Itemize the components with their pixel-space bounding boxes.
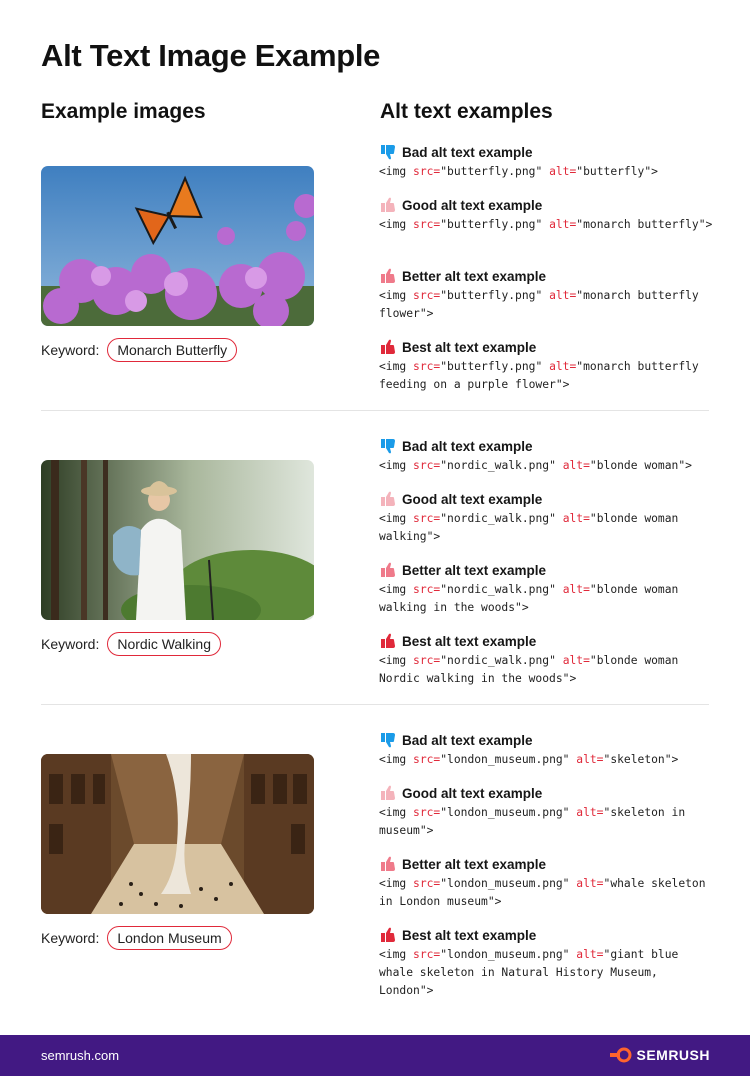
example-label: Bad alt text example [402, 732, 533, 748]
code-snippet: <img src="london_museum.png" alt="skeleton"> [379, 753, 679, 766]
example-label: Better alt text example [402, 268, 547, 284]
good-example [379, 490, 719, 546]
section-divider [41, 410, 709, 411]
page-title: Alt Text Image Example [41, 38, 381, 73]
code-snippet: <img src="nordic_walk.png" alt="blonde woman walking"> [379, 512, 686, 543]
example-section-butterfly [0, 141, 750, 435]
example-label: Best alt text example [402, 339, 537, 355]
code-snippet: <img src="london_museum.png" alt="giant blue whale skeleton in Natural History Museum, London"> [379, 948, 686, 997]
example-label: Good alt text example [402, 491, 543, 507]
example-label: Good alt text example [402, 785, 543, 801]
keyword-label: Keyword: [41, 342, 100, 358]
code-snippet: <img src="london_museum.png" alt="skeleton in museum"> [379, 806, 692, 837]
better-example [379, 561, 719, 617]
keyword-badge: Monarch Butterfly [107, 338, 237, 362]
code-snippet: <img src="butterfly.png" alt="monarch butterfly flower"> [379, 289, 706, 320]
thumbs-up-light-icon [379, 490, 397, 508]
thumbs-up-light-icon [379, 196, 397, 214]
alt-text-examples-heading: Alt text examples [380, 100, 553, 123]
example-label: Bad alt text example [402, 144, 533, 160]
footer-url-link[interactable]: semrush.com [41, 1048, 120, 1063]
example-label: Better alt text example [402, 856, 547, 872]
code-snippet: <img src="butterfly.png" alt="monarch butterfly feeding on a purple flower"> [379, 360, 706, 391]
semrush-logo [610, 1047, 710, 1063]
london-museum-photo [41, 754, 314, 914]
code-snippet: <img src="london_museum.png" alt="whale skeleton in London museum"> [379, 877, 713, 908]
good-example [379, 196, 719, 234]
bad-example [379, 731, 719, 769]
brand-name: SEMRUSH [636, 1047, 710, 1063]
good-example [379, 784, 719, 840]
keyword-badge: Nordic Walking [107, 632, 221, 656]
better-example [379, 267, 719, 323]
code-snippet: <img src="butterfly.png" alt="butterfly"> [379, 165, 658, 178]
example-images-heading: Example images [41, 100, 206, 123]
code-snippet: <img src="butterfly.png" alt="monarch butterfly"> [379, 218, 713, 231]
better-example [379, 855, 719, 911]
best-example [379, 632, 719, 688]
example-label: Better alt text example [402, 562, 547, 578]
nordic-walking-photo [41, 460, 314, 620]
footer [0, 1035, 750, 1076]
keyword-label: Keyword: [41, 930, 100, 946]
keyword-row [41, 926, 232, 950]
thumbs-up-strong-icon [379, 632, 397, 650]
example-label: Good alt text example [402, 197, 543, 213]
butterfly-photo [41, 166, 314, 326]
example-label: Best alt text example [402, 633, 537, 649]
example-section-nordic-walking [0, 435, 750, 729]
thumbs-up-medium-icon [379, 561, 397, 579]
bad-example [379, 143, 719, 181]
thumbs-up-medium-icon [379, 267, 397, 285]
thumbs-down-icon [379, 731, 397, 749]
bad-example [379, 437, 719, 475]
example-label: Best alt text example [402, 927, 537, 943]
best-example [379, 338, 719, 394]
thumbs-up-light-icon [379, 784, 397, 802]
keyword-row [41, 632, 221, 656]
thumbs-up-strong-icon [379, 926, 397, 944]
thumbs-down-icon [379, 437, 397, 455]
keyword-row [41, 338, 237, 362]
code-snippet: <img src="nordic_walk.png" alt="blonde woman Nordic walking in the woods"> [379, 654, 686, 685]
code-snippet: <img src="nordic_walk.png" alt="blonde woman walking in the woods"> [379, 583, 686, 614]
example-section-london-museum [0, 729, 750, 1023]
keyword-label: Keyword: [41, 636, 100, 652]
example-label: Bad alt text example [402, 438, 533, 454]
code-snippet: <img src="nordic_walk.png" alt="blonde woman"> [379, 459, 692, 472]
thumbs-up-strong-icon [379, 338, 397, 356]
semrush-flame-icon [610, 1047, 632, 1063]
section-divider [41, 704, 709, 705]
keyword-badge: London Museum [107, 926, 231, 950]
best-example [379, 926, 719, 1000]
thumbs-down-icon [379, 143, 397, 161]
thumbs-up-medium-icon [379, 855, 397, 873]
